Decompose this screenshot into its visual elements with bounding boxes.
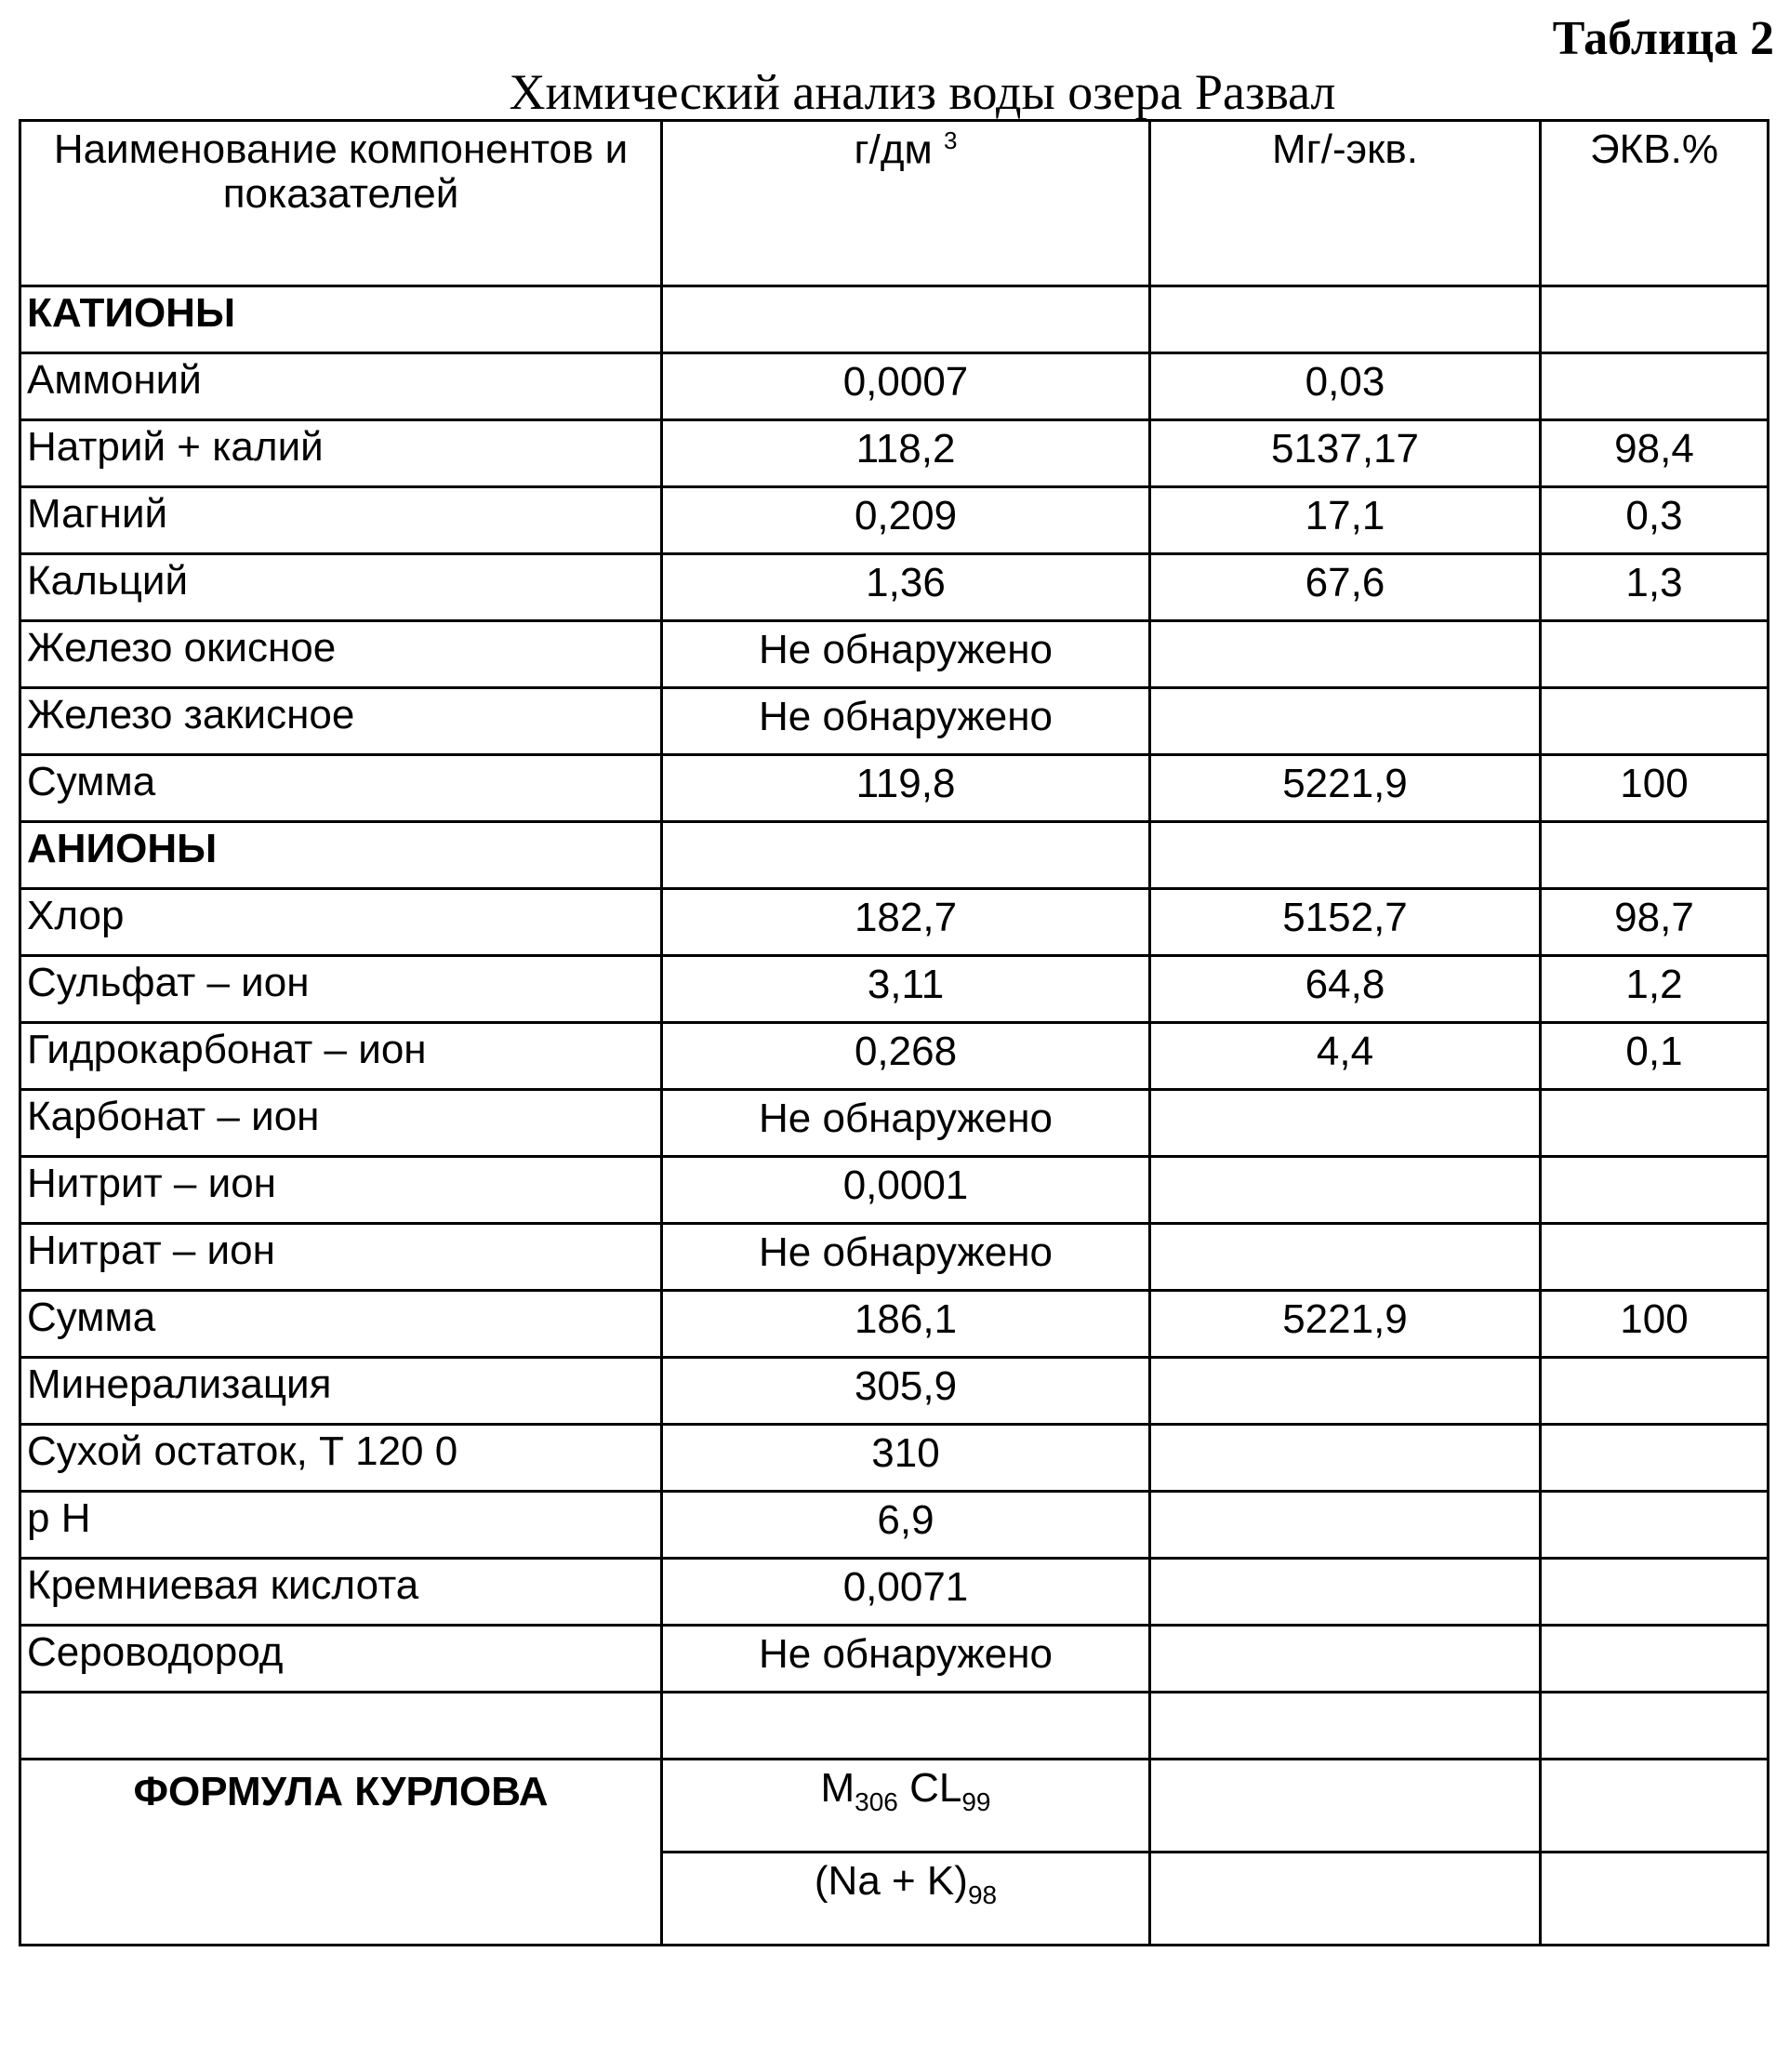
row-g-dm3-cell: 305,9 xyxy=(662,1358,1150,1425)
row-eq-percent-cell: 1,2 xyxy=(1541,956,1769,1023)
row-g-dm3-cell: 3,11 xyxy=(662,956,1150,1023)
row-name-cell: Аммоний xyxy=(20,353,662,420)
table-row xyxy=(20,755,1769,822)
formula-label: ФОРМУЛА КУРЛОВА xyxy=(20,1760,662,1946)
row-mg-eq-cell: 0,03 xyxy=(1150,353,1541,420)
header-mg-eq: Мг/-экв. xyxy=(1150,121,1541,286)
row-name-cell: Нитрат – ион xyxy=(20,1224,662,1291)
table-row xyxy=(20,956,1769,1023)
row-name-cell: Железо окисное xyxy=(20,621,662,688)
row-eq-percent-cell xyxy=(1541,1157,1769,1224)
row-eq-percent-cell xyxy=(1541,688,1769,755)
formula-empty-cell xyxy=(1150,1853,1541,1946)
row-mg-eq-cell: 67,6 xyxy=(1150,554,1541,621)
row-mg-eq-cell xyxy=(1150,1626,1541,1693)
table-row xyxy=(20,353,1769,420)
row-eq-percent-cell xyxy=(1541,353,1769,420)
row-name-cell: Сухой остаток, Т 120 0 xyxy=(20,1425,662,1492)
row-name-cell: Хлор xyxy=(20,889,662,956)
table-row xyxy=(20,1023,1769,1090)
row-name-cell: Карбонат – ион xyxy=(20,1090,662,1157)
row-name-cell: КАТИОНЫ xyxy=(20,286,662,353)
row-g-dm3-cell: 310 xyxy=(662,1425,1150,1492)
row-mg-eq-cell: 64,8 xyxy=(1150,956,1541,1023)
row-g-dm3-cell: 118,2 xyxy=(662,420,1150,487)
formula-empty-cell xyxy=(1150,1760,1541,1853)
row-mg-eq-cell xyxy=(1150,1559,1541,1626)
formula-empty-cell xyxy=(1541,1853,1769,1946)
table-row xyxy=(20,1425,1769,1492)
row-eq-percent-cell xyxy=(1541,1626,1769,1693)
formula-top: M306 CL99 xyxy=(662,1760,1150,1853)
row-name-cell: Натрий + калий xyxy=(20,420,662,487)
header-eq-percent: ЭКВ.% xyxy=(1541,121,1769,286)
row-g-dm3-cell: 0,268 xyxy=(662,1023,1150,1090)
row-g-dm3-cell xyxy=(662,822,1150,889)
formula-bottom: (Na + K)98 xyxy=(662,1853,1150,1946)
row-mg-eq-cell xyxy=(1150,1693,1541,1760)
header-g-dm3: г/дм 3 xyxy=(662,121,1150,286)
table-row xyxy=(20,822,1769,889)
row-eq-percent-cell: 0,3 xyxy=(1541,487,1769,554)
row-name-cell: р Н xyxy=(20,1492,662,1559)
row-g-dm3-cell: 0,0007 xyxy=(662,353,1150,420)
row-eq-percent-cell xyxy=(1541,1559,1769,1626)
row-name-cell xyxy=(20,1693,662,1760)
table-row xyxy=(20,1626,1769,1693)
table-row xyxy=(20,1358,1769,1425)
row-eq-percent-cell: 98,4 xyxy=(1541,420,1769,487)
row-g-dm3-cell: 0,0071 xyxy=(662,1559,1150,1626)
row-g-dm3-cell: Не обнаружено xyxy=(662,1224,1150,1291)
row-name-cell: Сумма xyxy=(20,1291,662,1358)
row-eq-percent-cell xyxy=(1541,1090,1769,1157)
table-row xyxy=(20,1090,1769,1157)
row-g-dm3-cell: Не обнаружено xyxy=(662,688,1150,755)
row-mg-eq-cell: 17,1 xyxy=(1150,487,1541,554)
row-mg-eq-cell xyxy=(1150,1224,1541,1291)
row-eq-percent-cell: 98,7 xyxy=(1541,889,1769,956)
table-row xyxy=(20,688,1769,755)
table-row xyxy=(20,554,1769,621)
water-analysis-table xyxy=(19,119,1769,1946)
row-eq-percent-cell: 1,3 xyxy=(1541,554,1769,621)
row-mg-eq-cell: 5152,7 xyxy=(1150,889,1541,956)
row-mg-eq-cell xyxy=(1150,1358,1541,1425)
row-g-dm3-cell: Не обнаружено xyxy=(662,1090,1150,1157)
table-row xyxy=(20,420,1769,487)
row-name-cell: Сумма xyxy=(20,755,662,822)
row-g-dm3-cell xyxy=(662,286,1150,353)
row-mg-eq-cell: 5137,17 xyxy=(1150,420,1541,487)
table-row xyxy=(20,1291,1769,1358)
formula-empty-cell xyxy=(1541,1760,1769,1853)
row-name-cell: АНИОНЫ xyxy=(20,822,662,889)
row-mg-eq-cell xyxy=(1150,286,1541,353)
row-eq-percent-cell xyxy=(1541,621,1769,688)
formula-row-top xyxy=(20,1760,1769,1853)
header-row xyxy=(20,121,1769,286)
table-row xyxy=(20,889,1769,956)
row-g-dm3-cell: Не обнаружено xyxy=(662,1626,1150,1693)
row-g-dm3-cell: 182,7 xyxy=(662,889,1150,956)
row-mg-eq-cell: 4,4 xyxy=(1150,1023,1541,1090)
row-eq-percent-cell: 100 xyxy=(1541,1291,1769,1358)
row-mg-eq-cell xyxy=(1150,1090,1541,1157)
row-mg-eq-cell: 5221,9 xyxy=(1150,1291,1541,1358)
row-name-cell: Кремниевая кислота xyxy=(20,1559,662,1626)
row-eq-percent-cell xyxy=(1541,822,1769,889)
table-row xyxy=(20,487,1769,554)
header-component: Наименование компонентов и показателей xyxy=(20,121,662,286)
table-number: Таблица 2 xyxy=(1553,11,1774,66)
row-g-dm3-cell: 119,8 xyxy=(662,755,1150,822)
table-caption: Химический анализ воды озера Развал xyxy=(0,63,1789,121)
row-name-cell: Сульфат – ион xyxy=(20,956,662,1023)
table-row xyxy=(20,1492,1769,1559)
row-g-dm3-cell: 6,9 xyxy=(662,1492,1150,1559)
row-g-dm3-cell: 1,36 xyxy=(662,554,1150,621)
row-g-dm3-cell: 186,1 xyxy=(662,1291,1150,1358)
row-name-cell: Сероводород xyxy=(20,1626,662,1693)
row-name-cell: Нитрит – ион xyxy=(20,1157,662,1224)
row-mg-eq-cell xyxy=(1150,621,1541,688)
row-mg-eq-cell xyxy=(1150,822,1541,889)
row-mg-eq-cell xyxy=(1150,688,1541,755)
row-mg-eq-cell xyxy=(1150,1492,1541,1559)
row-name-cell: Гидрокарбонат – ион xyxy=(20,1023,662,1090)
row-mg-eq-cell xyxy=(1150,1157,1541,1224)
row-mg-eq-cell: 5221,9 xyxy=(1150,755,1541,822)
row-name-cell: Железо закисное xyxy=(20,688,662,755)
row-eq-percent-cell xyxy=(1541,1693,1769,1760)
row-name-cell: Кальций xyxy=(20,554,662,621)
row-eq-percent-cell xyxy=(1541,286,1769,353)
table-row xyxy=(20,1559,1769,1626)
table-row xyxy=(20,1693,1769,1760)
row-eq-percent-cell xyxy=(1541,1492,1769,1559)
table-body xyxy=(20,121,1769,1946)
table-row xyxy=(20,286,1769,353)
row-name-cell: Магний xyxy=(20,487,662,554)
row-eq-percent-cell xyxy=(1541,1358,1769,1425)
row-mg-eq-cell xyxy=(1150,1425,1541,1492)
row-g-dm3-cell: 0,0001 xyxy=(662,1157,1150,1224)
row-eq-percent-cell: 0,1 xyxy=(1541,1023,1769,1090)
row-eq-percent-cell: 100 xyxy=(1541,755,1769,822)
table-row xyxy=(20,1224,1769,1291)
row-g-dm3-cell: 0,209 xyxy=(662,487,1150,554)
row-g-dm3-cell xyxy=(662,1693,1150,1760)
row-eq-percent-cell xyxy=(1541,1425,1769,1492)
row-name-cell: Минерализация xyxy=(20,1358,662,1425)
row-g-dm3-cell: Не обнаружено xyxy=(662,621,1150,688)
table-row xyxy=(20,621,1769,688)
row-eq-percent-cell xyxy=(1541,1224,1769,1291)
table-row xyxy=(20,1157,1769,1224)
